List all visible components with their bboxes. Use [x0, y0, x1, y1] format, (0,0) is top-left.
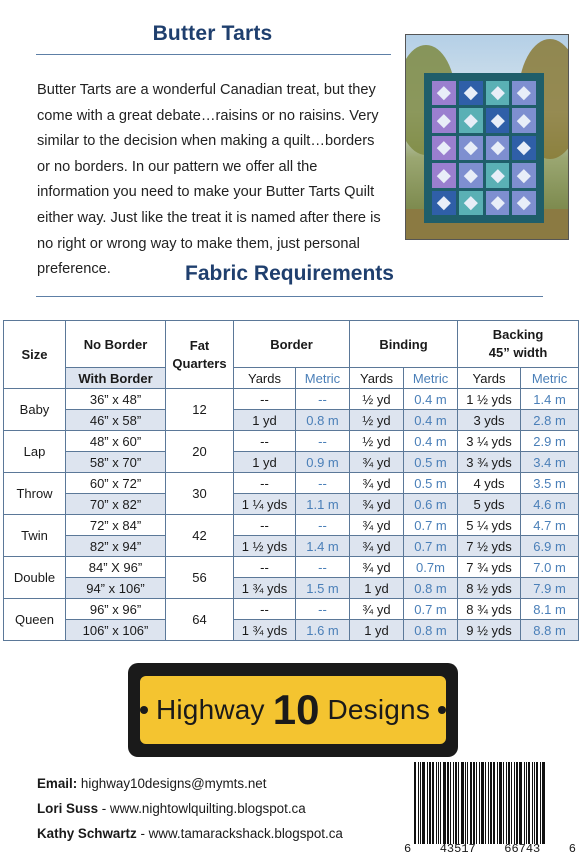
border-yards-cell: -- [234, 431, 296, 452]
backing-metric-cell: 6.9 m [521, 536, 579, 557]
backing-yards-cell: 3 yds [458, 410, 521, 431]
header-backing: Backing 45” width [458, 321, 579, 368]
backing-yards-cell: 3 ¼ yds [458, 431, 521, 452]
table-row [4, 515, 579, 536]
border-yards-cell: 1 yd [234, 410, 296, 431]
border-metric-cell: -- [296, 389, 350, 410]
table-row [4, 389, 579, 410]
backing-metric-cell: 4.6 m [521, 494, 579, 515]
border-metric-cell: -- [296, 599, 350, 620]
binding-yards-cell: ¾ yd [350, 599, 404, 620]
table-row [4, 578, 579, 599]
header-with-border: With Border [66, 368, 166, 389]
backing-metric-cell: 3.5 m [521, 473, 579, 494]
dimension-cell: 60” x 72” [66, 473, 166, 494]
table-row [4, 431, 579, 452]
binding-yards-cell: ¾ yd [350, 515, 404, 536]
binding-yards-cell: ¾ yd [350, 452, 404, 473]
fat-quarters-cell: 42 [166, 515, 234, 557]
header-binding-metric: Metric [404, 368, 458, 389]
section-divider [36, 296, 543, 297]
binding-metric-cell: 0.7m [404, 557, 458, 578]
table-row [4, 557, 579, 578]
border-yards-cell: -- [234, 389, 296, 410]
border-yards-cell: 1 yd [234, 452, 296, 473]
dimension-cell: 72” x 84” [66, 515, 166, 536]
dimension-cell: 94” x 106” [66, 578, 166, 599]
header-border-yards: Yards [234, 368, 296, 389]
backing-yards-cell: 7 ½ yds [458, 536, 521, 557]
binding-yards-cell: ¾ yd [350, 473, 404, 494]
border-metric-cell: -- [296, 431, 350, 452]
header-size: Size [4, 321, 66, 389]
border-yards-cell: 1 ¼ yds [234, 494, 296, 515]
contact-email: Email: highway10designs@mymts.net [37, 776, 267, 791]
header-fat-quarters: Fat Quarters [166, 321, 234, 389]
backing-metric-cell: 7.0 m [521, 557, 579, 578]
dimension-cell: 70” x 82” [66, 494, 166, 515]
binding-metric-cell: 0.5 m [404, 473, 458, 494]
size-label: Throw [4, 473, 66, 515]
fat-quarters-cell: 64 [166, 599, 234, 641]
backing-metric-cell: 2.9 m [521, 431, 579, 452]
backing-metric-cell: 3.4 m [521, 452, 579, 473]
title-divider [36, 54, 391, 55]
size-label: Double [4, 557, 66, 599]
size-label: Baby [4, 389, 66, 431]
barcode [404, 762, 576, 858]
border-yards-cell: 1 ¾ yds [234, 578, 296, 599]
border-yards-cell: 1 ¾ yds [234, 620, 296, 641]
border-metric-cell: 1.5 m [296, 578, 350, 599]
table-row [4, 410, 579, 431]
backing-metric-cell: 1.4 m [521, 389, 579, 410]
intro-paragraph: Butter Tarts are a wonderful Canadian treat, but they come with a great debate…raisins or no raisins. Very similar to the decision when making a quilt…borders or no borders. In our pattern we offer all the information you need to make your Butter Tarts Quilt either way. Just like the treat it is named after there is no right or wrong way to make them, just personal preference. [37, 82, 381, 278]
backing-yards-cell: 5 ¼ yds [458, 515, 521, 536]
border-yards-cell: -- [234, 473, 296, 494]
binding-yards-cell: ½ yd [350, 389, 404, 410]
company-logo [128, 663, 458, 757]
contact-info [37, 771, 407, 846]
table-row [4, 536, 579, 557]
logo-highway: Highway [155, 694, 265, 725]
border-metric-cell: 0.8 m [296, 410, 350, 431]
border-metric-cell: -- [296, 515, 350, 536]
backing-metric-cell: 4.7 m [521, 515, 579, 536]
header-border-metric: Metric [296, 368, 350, 389]
table-row [4, 599, 579, 620]
binding-metric-cell: 0.7 m [404, 515, 458, 536]
binding-metric-cell: 0.8 m [404, 620, 458, 641]
backing-yards-cell: 8 ½ yds [458, 578, 521, 599]
binding-metric-cell: 0.8 m [404, 578, 458, 599]
fabric-requirements-table [3, 320, 579, 641]
backing-metric-cell: 7.9 m [521, 578, 579, 599]
fat-quarters-cell: 12 [166, 389, 234, 431]
dimension-cell: 36” x 48” [66, 389, 166, 410]
backing-metric-cell: 8.1 m [521, 599, 579, 620]
dimension-cell: 96” x 96” [66, 599, 166, 620]
dimension-cell: 84” X 96” [66, 557, 166, 578]
binding-metric-cell: 0.4 m [404, 410, 458, 431]
table-row [4, 452, 579, 473]
binding-yards-cell: ¾ yd [350, 557, 404, 578]
header-backing-metric: Metric [521, 368, 579, 389]
border-metric-cell: 1.6 m [296, 620, 350, 641]
kathy-website-link[interactable]: - www.tamarackshack.blogspot.ca [136, 826, 343, 841]
size-label: Twin [4, 515, 66, 557]
logo-number: 10 [272, 686, 320, 733]
backing-yards-cell: 7 ¾ yds [458, 557, 521, 578]
binding-metric-cell: 0.7 m [404, 599, 458, 620]
border-yards-cell: 1 ½ yds [234, 536, 296, 557]
header-backing-yards: Yards [458, 368, 521, 389]
quilt-image [424, 73, 544, 223]
binding-yards-cell: 1 yd [350, 578, 404, 599]
backing-yards-cell: 9 ½ yds [458, 620, 521, 641]
binding-yards-cell: ½ yd [350, 431, 404, 452]
binding-metric-cell: 0.7 m [404, 536, 458, 557]
backing-yards-cell: 4 yds [458, 473, 521, 494]
dimension-cell: 106” x 106” [66, 620, 166, 641]
backing-yards-cell: 3 ¾ yds [458, 452, 521, 473]
size-label: Queen [4, 599, 66, 641]
contact-kathy: Kathy Schwartz - www.tamarackshack.blogspot.ca [37, 826, 343, 841]
dimension-cell: 82” x 94” [66, 536, 166, 557]
size-label: Lap [4, 431, 66, 473]
logo-designs: Designs [327, 694, 431, 725]
dimension-cell: 48” x 60” [66, 431, 166, 452]
fat-quarters-cell: 20 [166, 431, 234, 473]
header-no-border: No Border [66, 321, 166, 368]
binding-metric-cell: 0.5 m [404, 452, 458, 473]
binding-metric-cell: 0.4 m [404, 389, 458, 410]
header-binding: Binding [350, 321, 458, 368]
contact-lori: Lori Suss - www.nightowlquilting.blogspot.ca [37, 801, 306, 816]
bullet-icon [438, 706, 446, 714]
dimension-cell: 58” x 70” [66, 452, 166, 473]
border-metric-cell: -- [296, 473, 350, 494]
binding-metric-cell: 0.4 m [404, 431, 458, 452]
border-yards-cell: -- [234, 515, 296, 536]
binding-yards-cell: 1 yd [350, 620, 404, 641]
border-yards-cell: -- [234, 557, 296, 578]
bullet-icon [140, 706, 148, 714]
barcode-digits: 6 43517 66743 6 [404, 842, 576, 856]
header-binding-yards: Yards [350, 368, 404, 389]
backing-yards-cell: 8 ¾ yds [458, 599, 521, 620]
page-title: Butter Tarts [152, 22, 273, 45]
border-metric-cell: -- [296, 557, 350, 578]
border-metric-cell: 0.9 m [296, 452, 350, 473]
table-row [4, 473, 579, 494]
quilt-photo [405, 34, 569, 240]
table-row [4, 620, 579, 641]
fat-quarters-cell: 30 [166, 473, 234, 515]
binding-yards-cell: ¾ yd [350, 536, 404, 557]
border-metric-cell: 1.1 m [296, 494, 350, 515]
backing-yards-cell: 1 ½ yds [458, 389, 521, 410]
backing-metric-cell: 8.8 m [521, 620, 579, 641]
backing-metric-cell: 2.8 m [521, 410, 579, 431]
fat-quarters-cell: 56 [166, 557, 234, 599]
binding-metric-cell: 0.6 m [404, 494, 458, 515]
header-border: Border [234, 321, 350, 368]
border-yards-cell: -- [234, 599, 296, 620]
barcode-bars [414, 762, 566, 844]
dimension-cell: 46” x 58” [66, 410, 166, 431]
section-title: Fabric Requirements [185, 262, 394, 285]
table-row [4, 494, 579, 515]
binding-yards-cell: ½ yd [350, 410, 404, 431]
binding-yards-cell: ¾ yd [350, 494, 404, 515]
backing-yards-cell: 5 yds [458, 494, 521, 515]
border-metric-cell: 1.4 m [296, 536, 350, 557]
email-link[interactable]: highway10designs@mymts.net [77, 776, 267, 791]
lori-website-link[interactable]: - www.nightowlquilting.blogspot.ca [98, 801, 306, 816]
